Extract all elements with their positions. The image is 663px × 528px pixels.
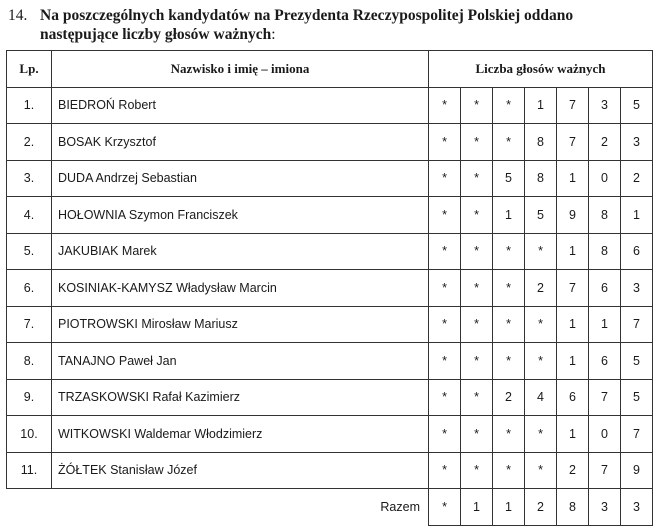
- row-lp: 11.: [7, 452, 52, 489]
- vote-digit: 5: [493, 160, 525, 197]
- vote-digit: *: [461, 452, 493, 489]
- total-digit: 1: [493, 489, 525, 526]
- vote-digit: *: [429, 197, 461, 234]
- total-digit: *: [429, 489, 461, 526]
- vote-digit: 7: [557, 270, 589, 307]
- table-row: [7, 87, 653, 124]
- row-lp: 10.: [7, 416, 52, 453]
- total-label: Razem: [380, 500, 420, 514]
- table-body: [7, 87, 653, 525]
- vote-digit: 5: [621, 87, 653, 124]
- vote-digit: *: [525, 306, 557, 343]
- vote-digit: 1: [557, 416, 589, 453]
- vote-digit: 2: [557, 452, 589, 489]
- vote-digit: *: [461, 270, 493, 307]
- section-title-colon: :: [271, 26, 276, 43]
- vote-digit: *: [461, 87, 493, 124]
- candidate-name: JAKUBIAK Marek: [52, 233, 429, 270]
- total-row: [7, 489, 653, 526]
- vote-digit: 2: [589, 124, 621, 161]
- section-title-line2-text: następujące liczby głosów ważnych: [40, 26, 272, 43]
- vote-digit: *: [493, 306, 525, 343]
- vote-digit: 8: [589, 233, 621, 270]
- section-number: 14.: [8, 7, 28, 24]
- vote-digit: *: [429, 124, 461, 161]
- header-votes: Liczba głosów ważnych: [429, 51, 653, 88]
- vote-digit: 3: [621, 270, 653, 307]
- table-row: [7, 416, 653, 453]
- candidate-name: KOSINIAK-KAMYSZ Władysław Marcin: [52, 270, 429, 307]
- vote-digit: 6: [621, 233, 653, 270]
- candidate-name: ŻÓŁTEK Stanisław Józef: [52, 452, 429, 489]
- vote-digit: 2: [525, 270, 557, 307]
- vote-digit: *: [429, 343, 461, 380]
- vote-digit: *: [461, 306, 493, 343]
- total-digit: 1: [461, 489, 493, 526]
- vote-digit: 7: [621, 416, 653, 453]
- votes-table: [6, 50, 653, 526]
- row-lp: 9.: [7, 379, 52, 416]
- row-lp: 8.: [7, 343, 52, 380]
- table-row: [7, 270, 653, 307]
- vote-digit: *: [493, 270, 525, 307]
- candidate-name: TANAJNO Paweł Jan: [52, 343, 429, 380]
- vote-digit: 4: [525, 379, 557, 416]
- table-row: [7, 452, 653, 489]
- table-row: [7, 379, 653, 416]
- total-digit: 3: [621, 489, 653, 526]
- candidate-name: WITKOWSKI Waldemar Włodzimierz: [52, 416, 429, 453]
- vote-digit: *: [493, 452, 525, 489]
- vote-digit: *: [525, 343, 557, 380]
- candidate-name: DUDA Andrzej Sebastian: [52, 160, 429, 197]
- table-row: [7, 306, 653, 343]
- vote-digit: 5: [621, 343, 653, 380]
- candidate-name: PIOTROWSKI Mirosław Mariusz: [52, 306, 429, 343]
- vote-digit: 8: [589, 197, 621, 234]
- candidate-name: BOSAK Krzysztof: [52, 124, 429, 161]
- table-row: [7, 197, 653, 234]
- vote-digit: 9: [621, 452, 653, 489]
- table-header-row: [7, 51, 653, 88]
- vote-digit: 1: [557, 306, 589, 343]
- header-lp: Lp.: [7, 51, 52, 88]
- vote-digit: *: [461, 416, 493, 453]
- candidate-name: TRZASKOWSKI Rafał Kazimierz: [52, 379, 429, 416]
- vote-digit: *: [525, 452, 557, 489]
- vote-digit: *: [429, 379, 461, 416]
- row-lp: 1.: [7, 87, 52, 124]
- vote-digit: *: [429, 87, 461, 124]
- row-lp: 2.: [7, 124, 52, 161]
- table-row: [7, 124, 653, 161]
- vote-digit: 0: [589, 160, 621, 197]
- vote-digit: *: [429, 270, 461, 307]
- vote-digit: *: [461, 233, 493, 270]
- vote-digit: 6: [589, 343, 621, 380]
- vote-digit: *: [429, 416, 461, 453]
- vote-digit: 1: [621, 197, 653, 234]
- vote-digit: 7: [557, 87, 589, 124]
- vote-digit: 2: [493, 379, 525, 416]
- row-lp: 7.: [7, 306, 52, 343]
- vote-digit: 5: [621, 379, 653, 416]
- vote-digit: *: [461, 124, 493, 161]
- vote-digit: *: [461, 343, 493, 380]
- total-digit: 2: [525, 489, 557, 526]
- vote-digit: 7: [621, 306, 653, 343]
- vote-digit: *: [461, 197, 493, 234]
- vote-digit: *: [493, 87, 525, 124]
- vote-digit: 1: [493, 197, 525, 234]
- vote-digit: 0: [589, 416, 621, 453]
- vote-digit: 2: [621, 160, 653, 197]
- candidate-name: HOŁOWNIA Szymon Franciszek: [52, 197, 429, 234]
- vote-digit: 8: [525, 124, 557, 161]
- vote-digit: *: [493, 124, 525, 161]
- vote-digit: 5: [525, 197, 557, 234]
- total-digit: 8: [557, 489, 589, 526]
- row-lp: 3.: [7, 160, 52, 197]
- vote-digit: 8: [525, 160, 557, 197]
- vote-digit: *: [461, 379, 493, 416]
- vote-digit: *: [429, 233, 461, 270]
- vote-digit: *: [493, 416, 525, 453]
- vote-digit: *: [429, 306, 461, 343]
- vote-digit: 1: [525, 87, 557, 124]
- vote-digit: 1: [589, 306, 621, 343]
- section-title-line2: [40, 25, 276, 44]
- vote-digit: 7: [589, 379, 621, 416]
- vote-digit: 1: [557, 343, 589, 380]
- vote-digit: 1: [557, 160, 589, 197]
- table-row: [7, 160, 653, 197]
- vote-digit: 1: [557, 233, 589, 270]
- vote-digit: 6: [589, 270, 621, 307]
- row-lp: 4.: [7, 197, 52, 234]
- section-title-line1: Na poszczególnych kandydatów na Prezydenta Rzeczypospolitej Polskiej oddano: [40, 7, 574, 24]
- candidate-name: BIEDROŃ Robert: [52, 87, 429, 124]
- vote-digit: 3: [589, 87, 621, 124]
- vote-digit: *: [525, 416, 557, 453]
- vote-digit: 6: [557, 379, 589, 416]
- vote-digit: *: [461, 160, 493, 197]
- total-digit: 3: [589, 489, 621, 526]
- vote-digit: *: [493, 233, 525, 270]
- row-lp: 6.: [7, 270, 52, 307]
- row-lp: 5.: [7, 233, 52, 270]
- vote-digit: 7: [589, 452, 621, 489]
- vote-digit: *: [493, 343, 525, 380]
- vote-digit: *: [429, 160, 461, 197]
- vote-digit: *: [525, 233, 557, 270]
- table-row: [7, 233, 653, 270]
- table-row: [7, 343, 653, 380]
- vote-digit: 7: [557, 124, 589, 161]
- vote-digit: 3: [621, 124, 653, 161]
- header-name: Nazwisko i imię – imiona: [52, 51, 429, 88]
- vote-digit: 9: [557, 197, 589, 234]
- vote-digit: *: [429, 452, 461, 489]
